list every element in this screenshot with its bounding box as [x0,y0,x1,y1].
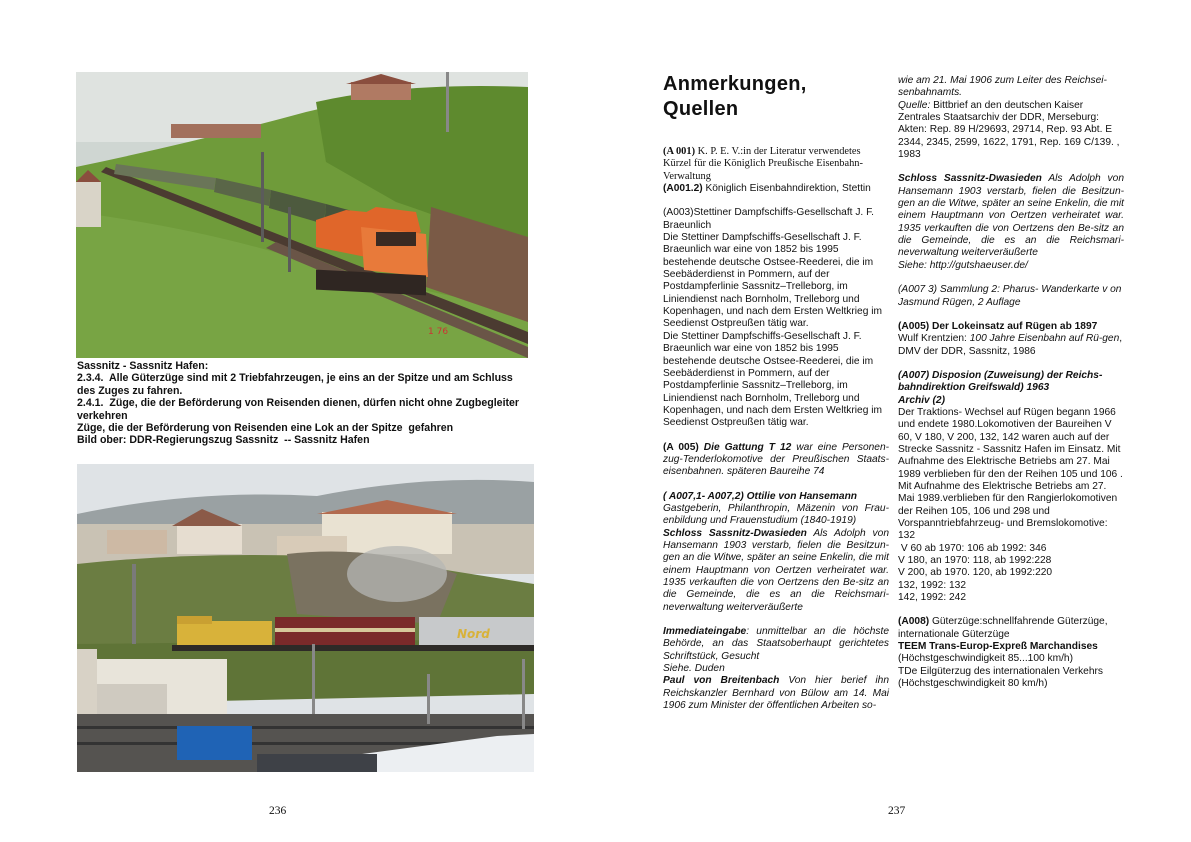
caption-line: 2.3.4. Alle Güterzüge sind mit 2 Triebfahrzeugen, je eins an der Spitze und am Schluss des Zuges zu fahren. [77,372,516,397]
note-a0071-text: Gastgeberin, Philanthropin, Mäzenin von Frau-enbildung und Frauenstudium (1840-1919) [663,502,889,527]
wagon-text: Nord [457,627,490,641]
note-a001: (A 001) K. P. E. V.:in der Literatur verwendetes Kürzel für die Königlich Preußische Eisenbahn-Verwaltung [663,146,863,182]
photo-mark-text: 1 76 [428,327,449,337]
stat-line: V 200, ab 1970. 120, ab 1992:220 [898,567,1053,579]
note-tde: TDe Eilgüterzug des internationalen Verkehrs [898,665,1103,677]
note-a003-body: Die Stettiner Dampfschiffs-Gesellschaft J. F. Braeunlich war eine von 1852 bis 1995 bestehende deutsche Ostsee-Reederei, die im Seebäderdienst in Pommern, auf der Postdampferlinie Sassnitz–Trelleborg, im Liniendienst nach Bornholm, Trelleborg und Kopenhagen, und nach dem Ersten Weltkrieg im Seedienst Ostpreußen tätig war. [663,232,882,330]
notes-column-2 [898,75,1124,690]
note-quelle: Quelle: Bittbrief an den deutschen Kaiser Zentrales Staatsarchiv der DDR, Merseburg: Akten: Rep. 89 H/29693, 29714, Rep. 93 Abt. E 2344, 2345, 2599, 1622, 1791, Rep. 169 C/139. , 1983 [898,99,1120,161]
stat-line: 142, 1992: 242 [898,592,966,604]
caption-line: 2.4.1. Züge, die der Beförderung von Reisenden dienen, dürfen nicht ohne Zugbegleiter verkehren [77,397,523,422]
note-immediateingabe: Immediateingabe: unmittelbar an die höchste Behörde, an das Staatsoberhaupt gerichtetes Schriftstück, Gesucht [663,626,889,662]
note-a005: (A 005) Die Gattung T 12 war eine Personen-zug-Tenderlokomotive der Preußischen Staats-eisenbahnen. späteren Baureihe 74 [663,441,889,478]
photo-train-embankment [76,72,528,358]
note-a007-head: (A007) Disposion (Zuweisung) der Reichs-bahndirektion Greifswald) 1963 [898,369,1103,394]
note-a003-head: (A003)Stettiner Dampfschiffs-Gesellschaft J. F. Braeunlich [663,207,874,231]
note-breitenbach: Paul von Breitenbach Von hier berief ihn Reichskanzler Bernhard von Bülow am 14. Mai 1906 zum Minister der öffentlichen Arbeiten so- [663,675,890,712]
note-a007-body: Der Traktions- Wechsel auf Rügen begann 1966 und endete 1980.Lokomotiven der Baureihen V 60, V 180, V 200, 132, 142 waren auch auf der Strecke Sassnitz - Sassnitz Hafen im Einsatz. Mit Aufnahme des Elektrische Betriebs am 27. Mai 1989 verblieben für den der Reihen 105 und 106 . Mit Aufnahme des Elektrische Betriebs am 27. Mai 1989.verblieben für den Rangierlokomotiven der Reihen 105, 106 und 298 und Vorspanntriebfahrzeug- und Bremslokomotive: 132 [898,406,1123,542]
note-a007-archiv: Archiv (2) [898,394,945,406]
photo-station-yard [77,464,534,772]
heading-line: Quellen [663,98,739,120]
note-immediateingabe-source: Siehe. Duden [663,663,725,675]
stat-line: V 180, an 1970: 118, ab 1992:228 [898,555,1052,567]
caption-line: Bild ober: DDR-Regierungszug Sassnitz -- Sassnitz Hafen [77,434,370,447]
page-heading [663,72,807,122]
note-a003-body: Die Stettiner Dampfschiffs-Gesellschaft J. F. Braeunlich war eine von 1852 bis 1995 bestehende deutsche Ostsee-Reederei, die im Seebäderdienst in Pommern, auf der Postdampferlinie Sassnitz–Trelleborg, im Liniendienst nach Bornholm, Trelleborg und Kopenhagen, und nach dem Ersten Weltkrieg im Seedienst Ostpreußen tätig war. [663,330,882,429]
note-a0073: (A007 3) Sammlung 2: Pharus- Wanderkarte v on Jasmund Rügen, 2 Auflage [898,284,1122,308]
note-a005-source: Wulf Krentzien: 100 Jahre Eisenbahn auf Rü-gen, DMV der DDR, Sassnitz, 1986 [898,333,1123,357]
stat-line: V 60 ab 1970: 106 ab 1992: 346 [898,542,1047,554]
note-continuation: wie am 21. Mai 1906 zum Leiter des Reichsei-senbahnamts. [898,75,1107,99]
stat-line: 132, 1992: 132 [898,579,966,591]
note-siehe-link: Siehe: http://gutshaeuser.de/ [898,259,1028,271]
note-a005-head: (A005) Der Lokeinsatz auf Rügen ab 1897 [898,320,1098,332]
caption-line: Sassnitz - Sassnitz Hafen: [77,360,209,372]
note-teem: TEEM Trans-Europ-Expreß Marchandises [898,641,1098,653]
caption-line: Züge, die der Beförderung von Reisenden eine Lok an der Spitze gefahren [77,422,454,435]
note-a0012: (A001.2) Königlich Eisenbahndirektion, Stettin [663,183,871,195]
notes-column-1 [663,146,889,712]
note-schloss: Schloss Sassnitz-Dwasieden Als Adolph von Hansemann 1903 verstarb, fielen die Besitzun-gen an die Witwe, später an seine Enkelin, die mit einem Hauptmann von Oertzen verheiratet war. 1935 verkauften die von Oertzens den Be-sitz an die Gemeinde, die es an die Reichsmari-neverwaltung weiterveräußerte [663,527,889,613]
heading-line: Anmerkungen, [663,73,807,95]
page-number-left: 236 [269,805,287,817]
page-number-right: 237 [888,805,906,817]
note-tde-speed: (Höchstgeschwindigkeit 80 km/h) [898,678,1048,690]
note-a008: (A008) Güterzüge:schnellfahrende Güterzüge, internationale Güterzüge [898,616,1108,640]
note-a0071-head: ( A007,1- A007,2) Ottilie von Hansemann [663,490,858,502]
note-teem-speed: (Höchstgeschwindigkeit 85...100 km/h) [898,653,1073,665]
photo-caption [77,360,527,447]
note-schloss-2: Schloss Sassnitz-Dwasieden Als Adolph von Hansemann 1903 verstarb, fielen die Besitzun-gen an die Witwe, später an seine Enkelin, die mit einem Hauptmann von Oertzen verheiratet war. 1935 verkauften die von Oertzens den Be-sitz an die Gemeinde, die es an die Reichsmari-neverwaltung weiterveräußerte [898,173,1124,259]
